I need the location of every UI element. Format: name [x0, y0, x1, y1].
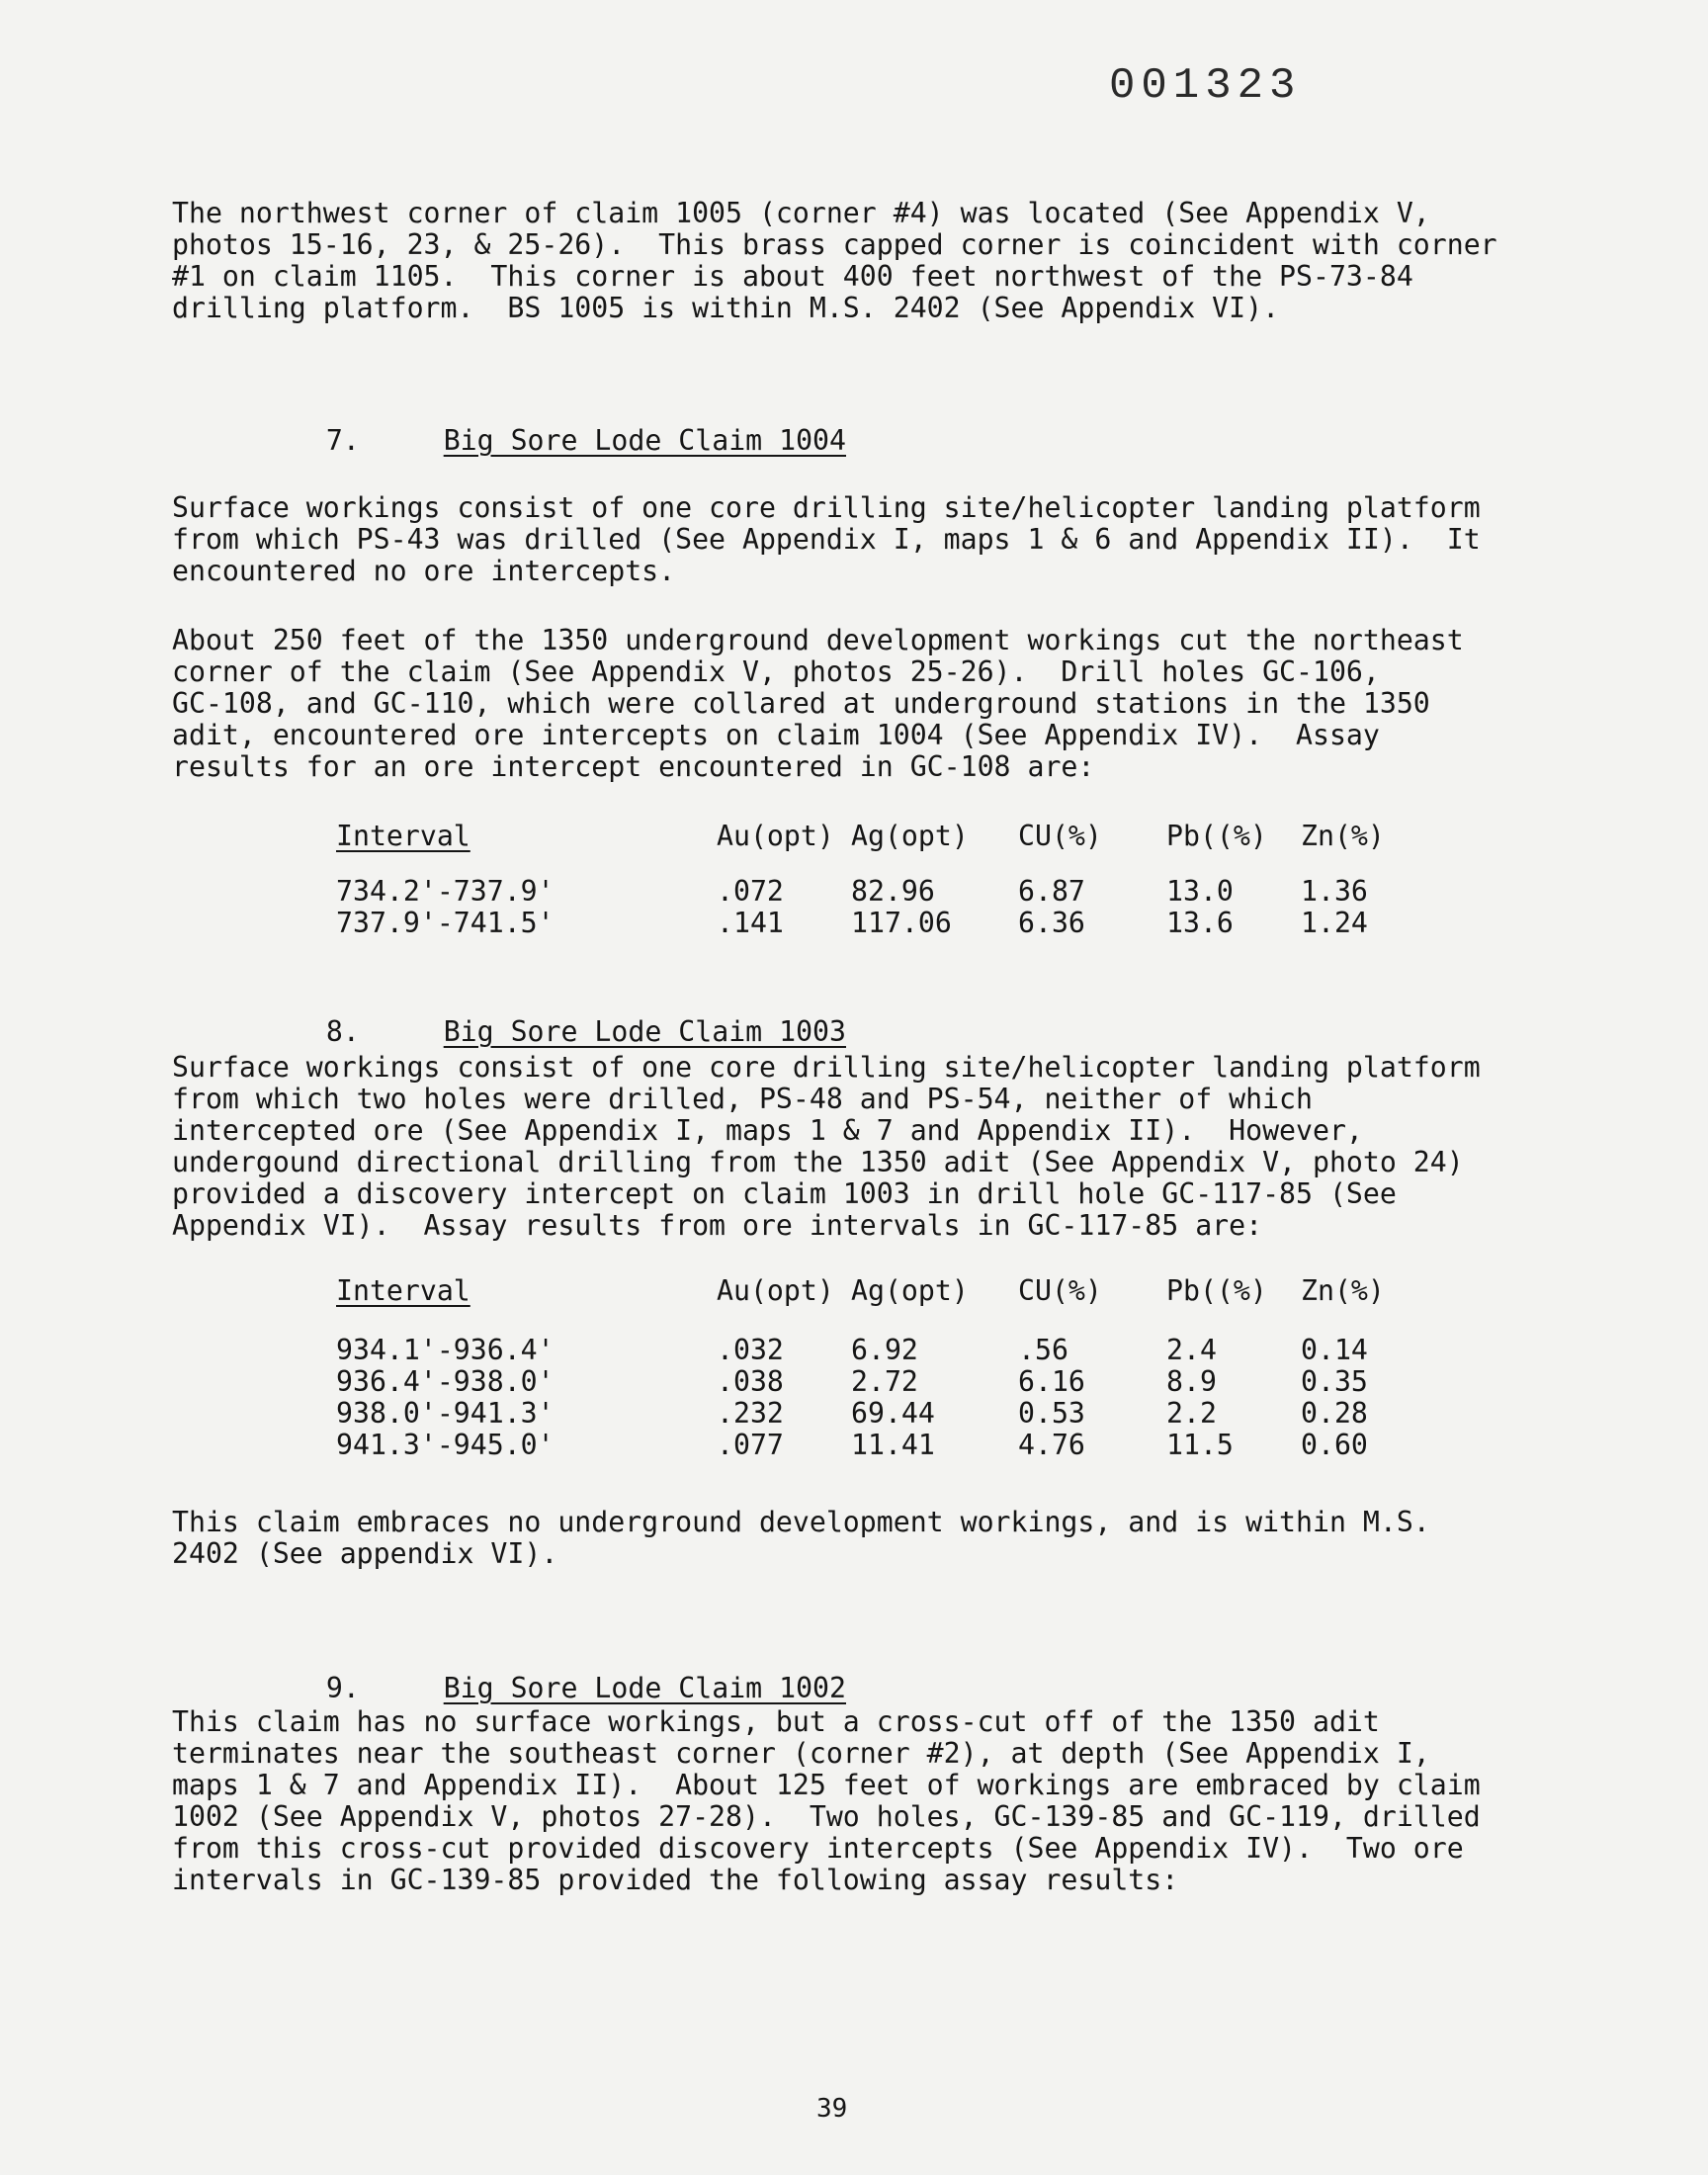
header-ag: Ag(opt) [851, 820, 969, 852]
assay-table-gc-117-85 [336, 1275, 1423, 1461]
cell-ag: 6.92 [851, 1334, 918, 1366]
section-title: Big Sore Lode Claim 1003 [443, 1015, 846, 1048]
table-row [336, 876, 1423, 908]
cell-interval: 737.9'-741.5' [336, 907, 555, 939]
cell-ag: 2.72 [851, 1365, 918, 1398]
cell-pb: 11.5 [1166, 1429, 1234, 1461]
cell-au: .072 [717, 875, 784, 908]
cell-cu: 6.16 [1018, 1365, 1085, 1398]
paragraph-claim-1005-corner: The northwest corner of claim 1005 (corner #4) was located (See Appendix V, photos 15-16, 23, & 25-26). This brass capped corner is coincident with corner #1 on claim 1105. This corner is about 400 feet northwest of the PS-73-84 drilling platform. BS 1005 is within M.S. 2402 (See Appendix VI). [172, 197, 1497, 324]
cell-interval: 934.1'-936.4' [336, 1334, 555, 1366]
header-cu: CU(%) [1018, 820, 1102, 852]
cell-pb: 13.0 [1166, 875, 1234, 908]
paragraph-claim-1003-summary: This claim embraces no underground development workings, and is within M.S. 2402 (See appendix VI). [172, 1506, 1430, 1570]
section-title: Big Sore Lode Claim 1002 [443, 1672, 846, 1704]
paragraph-claim-1003-surface: Surface workings consist of one core drilling site/helicopter landing platform from which two holes were drilled, PS-48 and PS-54, neither of which intercepted ore (See Appendix I, maps 1 & 7 and Appendix II). However, undergound directional drilling from the 1350 adit (See Appendix V, photo 24) provided a discovery intercept on claim 1003 in drill hole GC-117-85 (See Appendix VI). Assay results from ore intervals in GC-117-85 are: [172, 1051, 1481, 1242]
header-ag: Ag(opt) [851, 1274, 969, 1307]
header-zn: Zn(%) [1301, 1274, 1385, 1307]
header-interval: Interval [336, 820, 470, 852]
cell-interval: 734.2'-737.9' [336, 875, 555, 908]
cell-interval: 936.4'-938.0' [336, 1365, 555, 1398]
header-au: Au(opt) [717, 820, 834, 852]
paragraph-claim-1002: This claim has no surface workings, but a cross-cut off of the 1350 adit terminates near the southeast corner (corner #2), at depth (See Appendix I, maps 1 & 7 and Appendix II). About 125 feet of workings are embraced by claim 1002 (See Appendix V, photos 27-28). Two holes, GC-139-85 and GC-119, drilled from this cross-cut provided discovery intercepts (See Appendix IV). Two ore intervals in GC-139-85 provided the following assay results: [172, 1705, 1481, 1896]
cell-zn: 1.24 [1301, 907, 1368, 939]
cell-cu: 6.87 [1018, 875, 1085, 908]
section-title: Big Sore Lode Claim 1004 [443, 424, 846, 457]
table-row [336, 908, 1423, 939]
section-heading-claim-1004 [259, 393, 846, 488]
page-number: 39 [816, 2094, 848, 2124]
table-row [336, 1430, 1423, 1461]
table-row [336, 1366, 1423, 1398]
table-header-row [336, 821, 1423, 852]
cell-au: .232 [717, 1397, 784, 1430]
cell-cu: .56 [1018, 1334, 1068, 1366]
cell-ag: 11.41 [851, 1429, 935, 1461]
header-pb: Pb((%) [1166, 820, 1267, 852]
assay-table-gc-108 [336, 821, 1423, 939]
table-header-row [336, 1275, 1423, 1307]
cell-zn: 0.35 [1301, 1365, 1368, 1398]
cell-interval: 941.3'-945.0' [336, 1429, 555, 1461]
cell-cu: 0.53 [1018, 1397, 1085, 1430]
cell-zn: 0.28 [1301, 1397, 1368, 1430]
paragraph-claim-1004-underground: About 250 feet of the 1350 underground development workings cut the northeast corner of the claim (See Appendix V, photos 25-26). Drill holes GC-106, GC-108, and GC-110, which were collared at underground stations in the 1350 adit, encountered ore intercepts on claim 1004 (See Appendix IV). Assay results for an ore intercept encountered in GC-108 are: [172, 624, 1464, 783]
cell-cu: 6.36 [1018, 907, 1085, 939]
header-cu: CU(%) [1018, 1274, 1102, 1307]
document-number-stamp: 001323 [1109, 61, 1302, 111]
header-au: Au(opt) [717, 1274, 834, 1307]
cell-pb: 2.2 [1166, 1397, 1217, 1430]
section-number: 9. [325, 1672, 360, 1704]
cell-pb: 13.6 [1166, 907, 1234, 939]
cell-zn: 0.14 [1301, 1334, 1368, 1366]
cell-ag: 117.06 [851, 907, 952, 939]
section-number: 7. [325, 424, 360, 457]
cell-ag: 82.96 [851, 875, 935, 908]
cell-zn: 1.36 [1301, 875, 1368, 908]
table-row [336, 1398, 1423, 1430]
header-interval: Interval [336, 1274, 470, 1307]
cell-interval: 938.0'-941.3' [336, 1397, 555, 1430]
cell-zn: 0.60 [1301, 1429, 1368, 1461]
header-zn: Zn(%) [1301, 820, 1385, 852]
cell-pb: 2.4 [1166, 1334, 1217, 1366]
cell-ag: 69.44 [851, 1397, 935, 1430]
cell-au: .038 [717, 1365, 784, 1398]
cell-au: .077 [717, 1429, 784, 1461]
paragraph-claim-1004-surface: Surface workings consist of one core drilling site/helicopter landing platform from which PS-43 was drilled (See Appendix I, maps 1 & 6 and Appendix II). It encountered no ore intercepts. [172, 491, 1481, 587]
cell-cu: 4.76 [1018, 1429, 1085, 1461]
cell-au: .141 [717, 907, 784, 939]
cell-au: .032 [717, 1334, 784, 1366]
header-pb: Pb((%) [1166, 1274, 1267, 1307]
section-number: 8. [325, 1015, 360, 1048]
table-row [336, 1335, 1423, 1366]
cell-pb: 8.9 [1166, 1365, 1217, 1398]
